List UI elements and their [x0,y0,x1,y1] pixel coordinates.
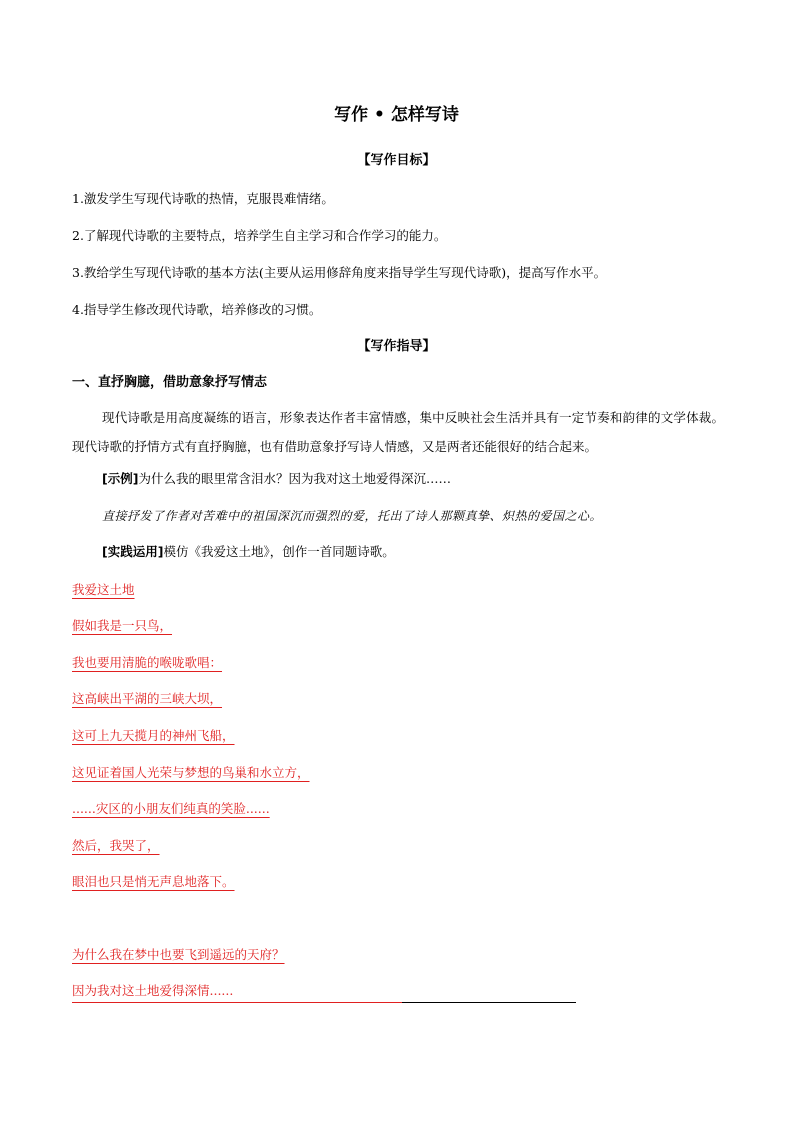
goal-item-2: 2.了解现代诗歌的主要特点，培养学生自主学习和合作学习的能力。 [72,228,447,243]
goal-item-4: 4.指导学生修改现代诗歌，培养修改的习惯。 [72,302,322,317]
example-tag: [示例] [102,471,139,486]
example-text: 为什么我的眼里常含泪水？因为我对这土地爱得深沉…… [138,471,451,486]
section-title: 一、直抒胸臆，借助意象抒写情志 [72,375,268,390]
poem-line-8: 然后，我哭了， [72,838,160,853]
poem-stanza2-line-2 [72,982,576,1003]
page-title: 写作 • 怎样写诗 [334,105,459,125]
poem-line-4: 这高峡出平湖的三峡大坝， [72,691,223,706]
practice-line [102,543,395,561]
poem-line-1: 我爱这土地 [72,582,135,597]
goals-heading: 【写作目标】 [357,153,436,168]
poem-line-9: 眼泪也只是悄无声息地落下。 [72,874,235,889]
guide-heading: 【写作指导】 [357,339,436,354]
example-comment: 直接抒发了作者对苦难中的祖国深沉而强烈的爱，托出了诗人那颗真挚、炽热的爱国之心。 [102,509,603,523]
practice-text: 模仿《我爱这土地》，创作一首同题诗歌。 [163,544,395,559]
poem-line-2: 假如我是一只鸟， [72,618,173,633]
answer-underline [72,1002,402,1003]
poem-stanza2-line-1: 为什么我在梦中也要飞到遥远的天府？ [72,947,285,962]
practice-tag: [实践运用] [102,544,164,559]
goal-item-3: 3.教给学生写现代诗歌的基本方法(主要从运用修辞角度来指导学生写现代诗歌)，提高写作水平。 [72,265,607,280]
poem-stanza2-line-2-text: 因为我对这土地爱得深情...... [72,983,234,998]
poem-line-7: ......灾区的小朋友们纯真的笑脸...... [72,801,270,816]
poem-line-3: 我也要用清脆的喉咙歌唱： [72,655,223,670]
poem-line-6: 这见证着国人光荣与梦想的鸟巢和水立方， [72,765,310,780]
example-line [102,470,451,488]
goal-item-1: 1.激发学生写现代诗歌的热情，克服畏难情绪。 [72,191,334,206]
poem-line-5: 这可上九天揽月的神州飞船， [72,728,235,743]
section-paragraph: 现代诗歌是用高度凝练的语言，形象表达作者丰富情感，集中反映社会生活并具有一定节奏和韵律的文学体裁。现代诗歌的抒情方式有直抒胸臆，也有借助意象抒写诗人情感，又是两者还能很好的结合起来。 [72,410,724,454]
